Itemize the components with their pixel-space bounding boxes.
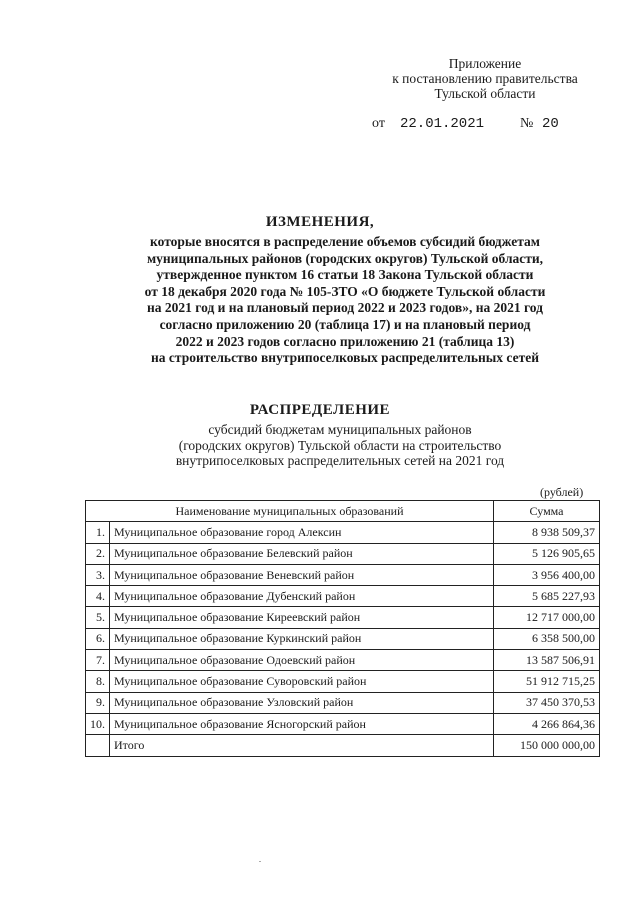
row-name: Муниципальное образование Киреевский район [110, 607, 494, 628]
row-name: Муниципальное образование Суворовский район [110, 671, 494, 692]
row-name: Муниципальное образование Дубенский район [110, 586, 494, 607]
number-label: № [520, 116, 534, 131]
row-name: Муниципальное образование Ясногорский район [110, 713, 494, 734]
row-name: Муниципальное образование Куркинский район [110, 628, 494, 649]
table-row [86, 671, 600, 692]
table-row [86, 522, 600, 543]
table-header-row [86, 501, 600, 522]
row-name: Муниципальное образование Веневский район [110, 564, 494, 585]
total-row [86, 735, 600, 756]
row-sum: 8 938 509,37 [494, 522, 600, 543]
resolution-date: 22.01.2021 [400, 116, 485, 132]
header-sum: Сумма [494, 501, 600, 522]
distribution-line: (городских округов) Тульской области на строительство [178, 437, 502, 453]
row-number: 2. [86, 543, 110, 564]
changes-line: от 18 декабря 2020 года № 105-ЗТО «О бюджете Тульской области [144, 283, 546, 299]
changes-line: утвержденное пунктом 16 статьи 18 Закона Тульской области [156, 267, 534, 283]
changes-line: на строительство внутрипоселковых распределительных сетей [151, 350, 539, 366]
row-sum: 13 587 506,91 [494, 650, 600, 671]
table-row [86, 713, 600, 734]
row-sum: 6 358 500,00 [494, 628, 600, 649]
row-number: 4. [86, 586, 110, 607]
row-sum: 5 685 227,93 [494, 586, 600, 607]
changes-line: муниципальных районов (городских округов) Тульской области, [146, 250, 544, 266]
appendix-line: Тульской области [434, 86, 536, 101]
table-row [86, 543, 600, 564]
row-number: 9. [86, 692, 110, 713]
distribution-title: РАСПРЕДЕЛЕНИЕ [249, 402, 391, 418]
changes-line: которые вносятся в распределение объемов субсидий бюджетам [150, 234, 540, 249]
header-name: Наименование муниципальных образований [86, 501, 494, 522]
changes-line: 2022 и 2023 годов согласно приложению 21 (таблица 13) [175, 333, 515, 349]
row-sum: 4 266 864,36 [494, 713, 600, 734]
row-name: Муниципальное образование город Алексин [110, 522, 494, 543]
table-row [86, 650, 600, 671]
changes-line: согласно приложению 20 (таблица 17) и на плановый период [159, 316, 531, 332]
row-number: 10. [86, 713, 110, 734]
row-sum: 12 717 000,00 [494, 607, 600, 628]
table-row [86, 564, 600, 585]
row-sum: 5 126 905,65 [494, 543, 600, 564]
row-name: Муниципальное образование Белевский район [110, 543, 494, 564]
changes-line: на 2021 год и на плановый период 2022 и 2023 годов», на 2021 год [147, 300, 543, 316]
row-number: 1. [86, 522, 110, 543]
distribution-subtitle [120, 422, 560, 469]
distribution-table [85, 500, 600, 757]
table-row [86, 692, 600, 713]
row-sum: 37 450 370,53 [494, 692, 600, 713]
total-sum: 150 000 000,00 [494, 735, 600, 756]
table-row [86, 628, 600, 649]
row-number: 7. [86, 650, 110, 671]
row-number: 3. [86, 564, 110, 585]
table-row [86, 586, 600, 607]
row-number: 6. [86, 628, 110, 649]
date-from-label: от [372, 116, 385, 131]
row-sum: 3 956 400,00 [494, 564, 600, 585]
resolution-number: 20 [542, 116, 559, 132]
total-number-cell [86, 735, 110, 756]
row-name: Муниципальное образование Одоевский район [110, 650, 494, 671]
units-label: (рублей) [540, 485, 584, 499]
changes-title: ИЗМЕНЕНИЯ, [265, 214, 375, 230]
table-row [86, 607, 600, 628]
row-name: Муниципальное образование Узловский район [110, 692, 494, 713]
changes-subtitle [100, 234, 590, 367]
scan-speck [259, 861, 261, 862]
appendix-block [360, 56, 610, 101]
row-sum: 51 912 715,25 [494, 671, 600, 692]
appendix-line: к постановлению правительства [392, 71, 578, 86]
row-number: 8. [86, 671, 110, 692]
appendix-line: Приложение [448, 56, 522, 71]
row-number: 5. [86, 607, 110, 628]
total-label: Итого [110, 735, 494, 756]
distribution-line: субсидий бюджетам муниципальных районов [208, 422, 472, 437]
distribution-line: внутрипоселковых распределительных сетей на 2021 год [175, 453, 505, 468]
